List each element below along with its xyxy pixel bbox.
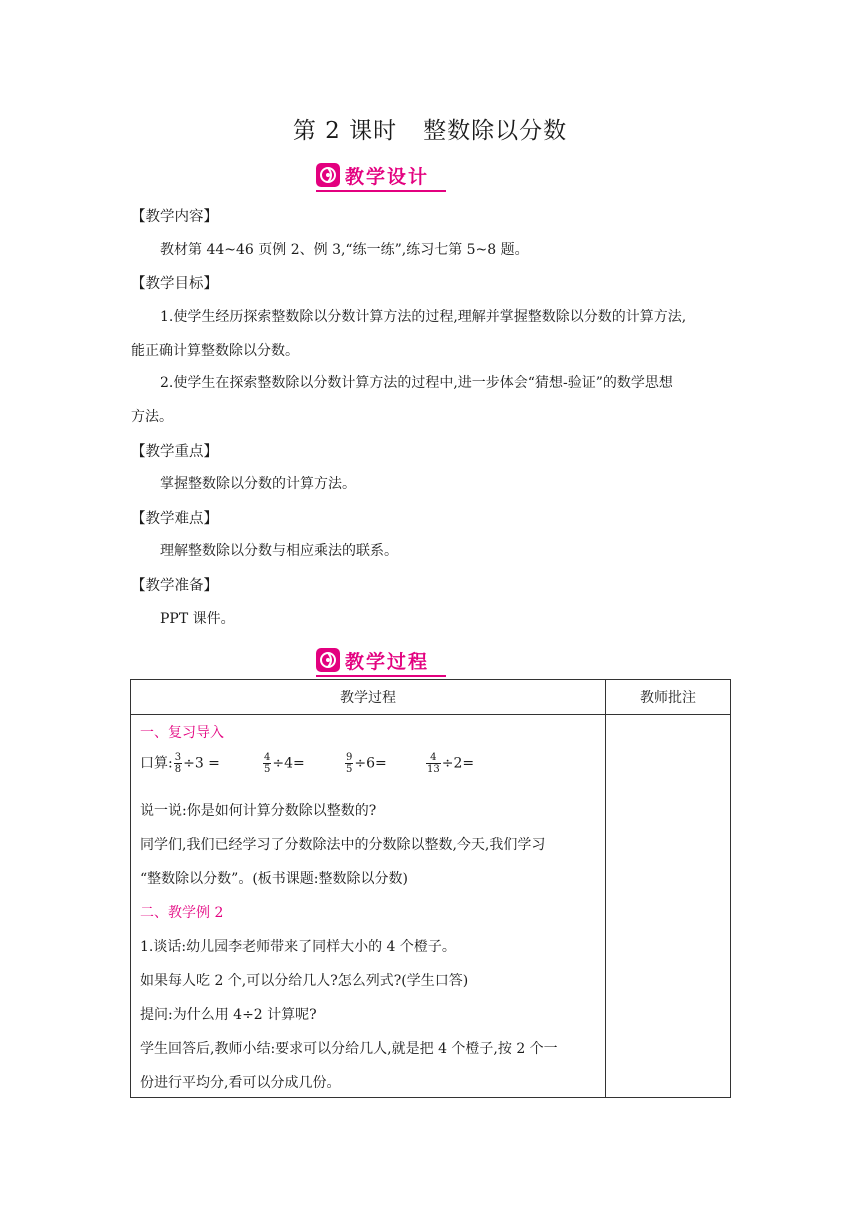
oral-calc-line — [140, 752, 475, 775]
summary-line2: 份进行平均分,看可以分成几份。 — [140, 1075, 341, 1091]
summary-line1: 学生回答后,教师小结:要求可以分给几人,就是把 4 个橙子,按 2 个一 — [140, 1041, 558, 1057]
key-point-heading: 【教学重点】 — [131, 444, 218, 460]
fraction: $\frac{3}{8}$ — [174, 752, 182, 775]
example2-heading: 二、教学例 2 — [140, 905, 224, 921]
preparation-text: PPT 课件。 — [160, 611, 235, 627]
table-header-row — [131, 680, 731, 715]
preparation-heading: 【教学准备】 — [131, 578, 218, 594]
review-heading: 一、复习导入 — [140, 725, 224, 741]
banner-label: 教学设计 — [345, 165, 430, 188]
lesson-topic: 整数除以分数 — [423, 118, 568, 144]
process-cell — [131, 715, 606, 1098]
banner-underline — [316, 675, 446, 677]
content-text: 教材第 44~46 页例 2、例 3,“练一练”,练习七第 5~8 题。 — [160, 242, 529, 258]
table-row — [131, 715, 731, 1098]
talk-line: 1.谈话:幼儿园李老师带来了同样大小的 4 个橙子。 — [140, 939, 456, 955]
goals-heading: 【教学目标】 — [131, 276, 218, 292]
goal2-line1: 2.使学生在探索整数除以分数计算方法的过程中,进一步体会“猜想-验证”的数学思想 — [160, 375, 673, 391]
fraction: $\frac{9}{5}$ — [346, 752, 353, 775]
teaching-process-banner — [316, 646, 446, 674]
banner-underline — [316, 190, 446, 192]
fraction: $\frac{4}{13}$ — [427, 752, 440, 775]
ask-line: 如果每人吃 2 个,可以分给几人?怎么列式?(学生口答) — [140, 973, 469, 989]
key-point-text: 掌握整数除以分数的计算方法。 — [160, 476, 356, 492]
swirl-logo-icon — [316, 163, 340, 187]
swirl-logo-icon — [316, 648, 340, 672]
difficulty-heading: 【教学难点】 — [131, 511, 218, 527]
oral-expr-1: $\frac{3}{8}$ ÷3 = — [174, 752, 220, 775]
page-title — [0, 112, 860, 145]
content-heading: 【教学内容】 — [131, 209, 218, 225]
notes-cell — [606, 715, 731, 1098]
goal2-line2: 方法。 — [131, 409, 173, 425]
notes-column-header: 教师批注 — [606, 680, 731, 715]
banner-label: 教学过程 — [345, 650, 430, 673]
why-line: 提问:为什么用 4÷2 计算呢? — [140, 1007, 317, 1023]
oral-expr-4: $\frac{4}{13}$ ÷2= — [427, 752, 475, 775]
say-line: 说一说:你是如何计算分数除以整数的? — [140, 803, 377, 819]
process-column-header: 教学过程 — [131, 680, 606, 715]
goal1-line1: 1.使学生经历探索整数除以分数计算方法的过程,理解并掌握整数除以分数的计算方法, — [160, 309, 687, 325]
oral-expr-2: $\frac{4}{5}$ ÷4= — [264, 752, 305, 775]
goal1-line2: 能正确计算整数除以分数。 — [131, 343, 299, 359]
fraction: $\frac{4}{5}$ — [264, 752, 271, 775]
difficulty-text: 理解整数除以分数与相应乘法的联系。 — [160, 543, 398, 559]
intro-line1: 同学们,我们已经学习了分数除法中的分数除以整数,今天,我们学习 — [140, 837, 546, 853]
intro-line2: “整数除以分数”。(板书课题:整数除以分数) — [140, 871, 408, 887]
teaching-design-banner — [316, 161, 446, 189]
lesson-number: 第 2 课时 — [292, 118, 398, 144]
oral-label: 口算: — [140, 755, 173, 772]
oral-expr-3: $\frac{9}{5}$ ÷6= — [346, 752, 387, 775]
process-table — [130, 679, 731, 1098]
